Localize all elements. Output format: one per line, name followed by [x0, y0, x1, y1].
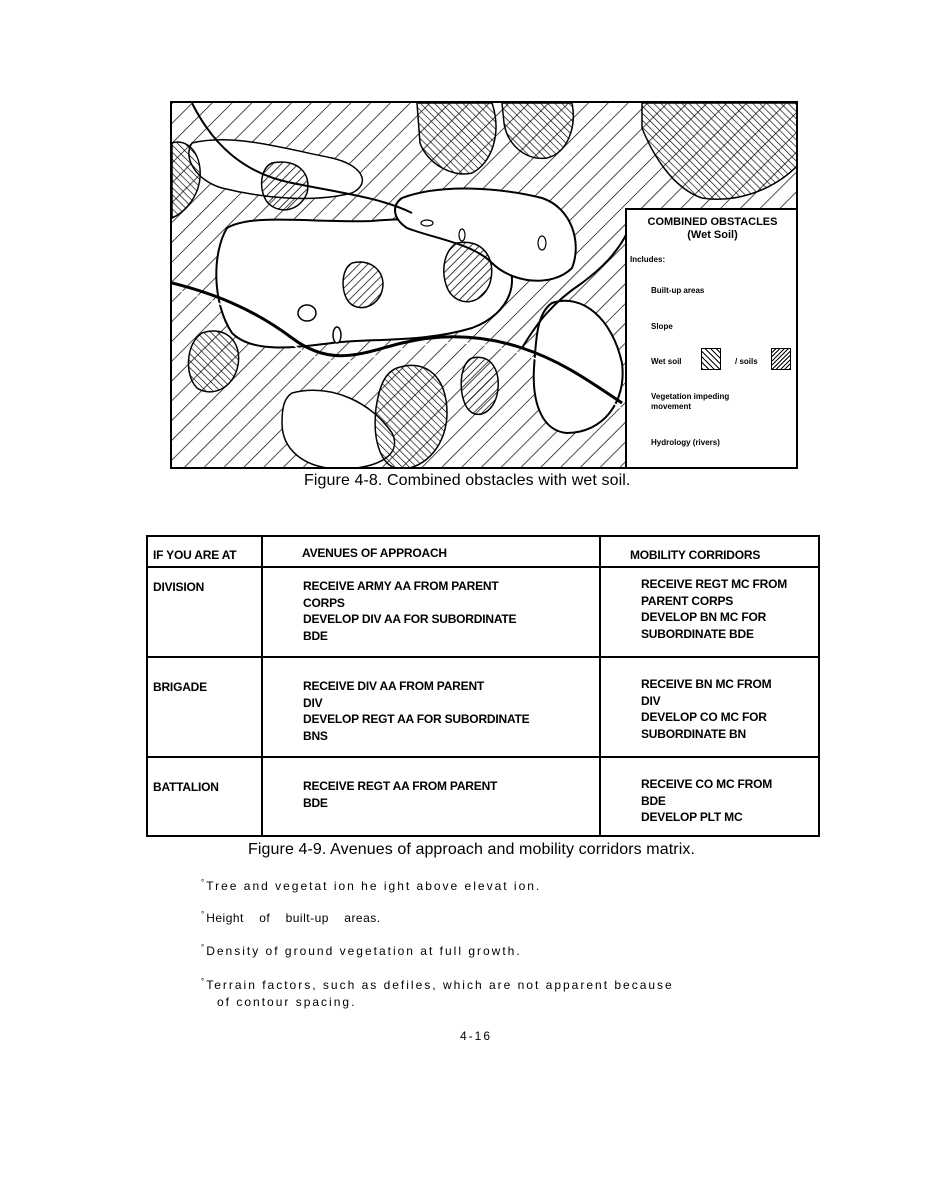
row-brigade-avenues: RECEIVE DIV AA FROM PARENT DIV DEVELOP REGT AA FOR SUBORDINATE BNS: [303, 679, 530, 743]
legend-item-slope: Slope: [651, 322, 673, 331]
legend-title: [627, 216, 798, 242]
soils-swatch: [771, 348, 791, 370]
bullet-text: Tree and vegetat ion he ight above elevat ion.: [206, 879, 542, 893]
bullet-item: ° Terrain factors, such as defiles, which are not apparent because: [201, 977, 674, 992]
legend-item-built-up: Built-up areas: [651, 286, 705, 295]
legend-item-soils: / soils: [735, 357, 758, 366]
row-division-corridors: RECEIVE REGT MC FROM PARENT CORPS DEVELOP BN MC FOR SUBORDINATE BDE: [641, 577, 788, 641]
figure-4-9-caption: Figure 4-9. Avenues of approach and mobility corridors matrix.: [248, 841, 696, 858]
bullet-item: ° Density of ground vegetation at full growth.: [201, 943, 522, 958]
map-legend: [625, 208, 798, 469]
bullet-text: Terrain factors, such as defiles, which are not apparent because: [206, 978, 674, 992]
legend-title-line-2: (Wet Soil): [687, 229, 738, 241]
bullet-text: Height of built-up areas.: [206, 911, 381, 925]
legend-item-wet-soil: Wet soil: [651, 357, 682, 366]
legend-item-hydrology: Hydrology (rivers): [651, 438, 720, 447]
wet-soil-swatch: [701, 348, 721, 370]
column-divider-2: [599, 537, 601, 835]
header-if-you-are-at: IF YOU ARE AT: [153, 548, 237, 562]
row-division-level: DIVISION: [153, 580, 205, 594]
page-number: 4-16: [460, 1029, 493, 1043]
row-divider-2: [148, 756, 818, 758]
bullet-item: ° Height of built-up areas.: [201, 910, 381, 925]
obstacle-map: [170, 101, 798, 469]
legend-item-movement: movement: [651, 402, 692, 411]
header-mobility: MOBILITY CORRIDORS: [630, 548, 761, 562]
header-divider: [148, 566, 818, 568]
row-brigade-corridors: RECEIVE BN MC FROM DIV DEVELOP CO MC FOR SUBORDINATE BN: [641, 677, 772, 741]
figure-4-8-caption: Figure 4-8. Combined obstacles with wet soil.: [304, 472, 631, 489]
legend-title-line-1: COMBINED OBSTACLES: [647, 216, 778, 228]
row-battalion-avenues: RECEIVE REGT AA FROM PARENT BDE: [303, 779, 498, 810]
avenues-matrix-table: [146, 535, 820, 837]
row-division-avenues: RECEIVE ARMY AA FROM PARENT CORPS DEVELOP DIV AA FOR SUBORDINATE BDE: [303, 579, 517, 643]
bullet-item: ° Tree and vegetat ion he ight above elevat ion.: [201, 878, 542, 893]
row-divider-1: [148, 656, 818, 658]
header-avenues: AVENUES OF APPROACH: [302, 546, 447, 560]
row-brigade-level: BRIGADE: [153, 680, 207, 694]
legend-includes: Includes:: [630, 255, 666, 264]
legend-item-vegetation: Vegetation impeding: [651, 392, 730, 401]
bullet-continuation: of contour spacing.: [217, 995, 357, 1009]
row-battalion-level: BATTALION: [153, 780, 219, 794]
column-divider-1: [261, 537, 263, 835]
row-battalion-corridors: RECEIVE CO MC FROM BDE DEVELOP PLT MC: [641, 777, 773, 824]
bullet-text: Density of ground vegetation at full growth.: [206, 944, 522, 958]
